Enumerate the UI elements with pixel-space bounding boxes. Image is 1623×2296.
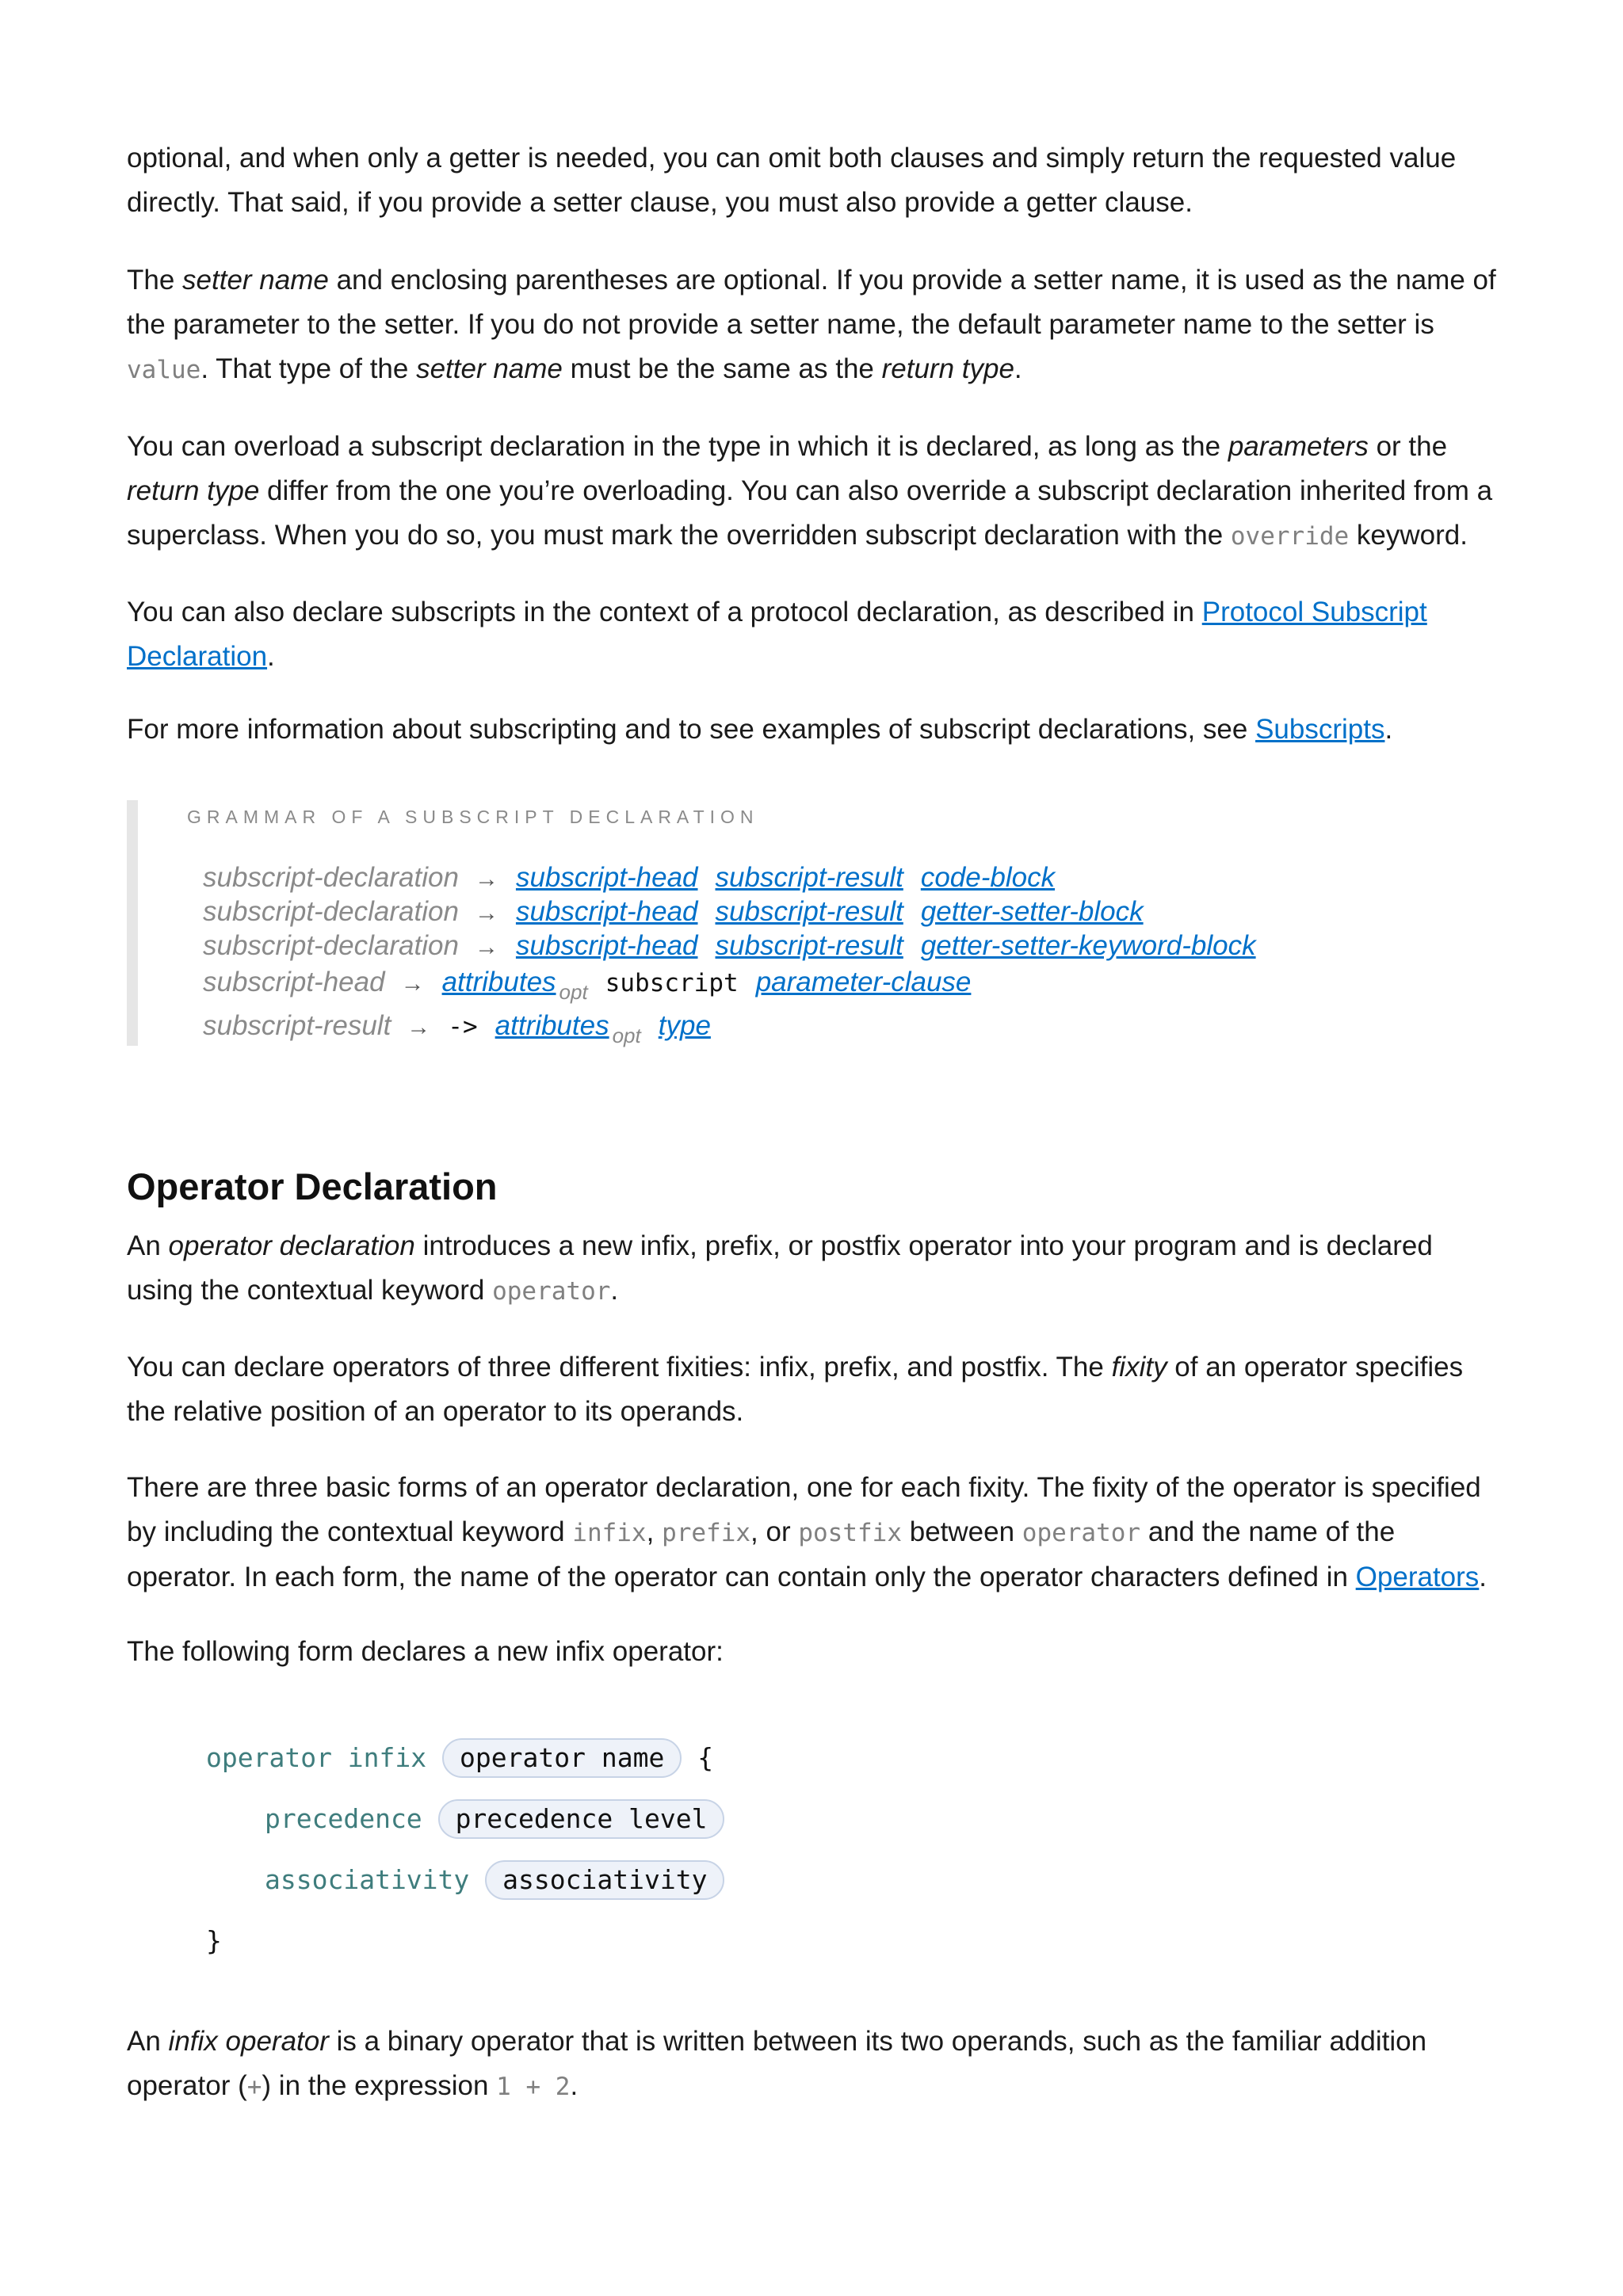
grammar-title: GRAMMAR OF A SUBSCRIPT DECLARATION [187,807,759,827]
arrow-icon: → [474,934,498,960]
syntax-line [206,1920,222,1962]
text: . That type of the [200,353,417,384]
grammar-link[interactable]: subscript-head [515,896,698,927]
text: . [610,1275,619,1306]
section-heading: Operator Declaration [127,1165,498,1207]
text: The [127,265,183,296]
inline-code: postfix [798,1519,902,1547]
text: You can declare operators of three different fixities: infix, prefix, and postfix. The [127,1352,1112,1383]
grammar-link[interactable]: parameter-clause [755,967,972,997]
grammar-block [127,800,1517,1046]
text: ) in the expression [262,2070,497,2101]
inline-code: prefix [662,1519,751,1547]
subscripts-link[interactable]: Subscripts [1255,714,1385,745]
arrow-icon: → [407,1014,431,1040]
grammar-nonterminal: subscript-result [203,1010,391,1041]
emphasis: return type [127,475,260,506]
grammar-row [203,929,1274,965]
syntax-line [206,1737,713,1779]
text: and enclosing parentheses are optional. If you provide a setter name, it is used as the name of the parameter to the setter. If you do not provide a setter name, the default parameter name to the setter is [127,265,1496,340]
grammar-link[interactable]: subscript-result [715,862,903,893]
text: An [127,1230,169,1261]
emphasis: operator declaration [168,1230,415,1261]
paragraph-setter-name [127,258,1506,392]
paragraph-fixities [127,1345,1506,1434]
arrow-icon: → [400,971,425,997]
grammar-link[interactable]: subscript-head [515,930,698,961]
text: For more information about subscripting and to see examples of subscript declarations, see [127,714,1256,745]
grammar-link[interactable]: type [658,1010,711,1041]
syntax-keyword: operator infix [206,1742,427,1773]
text: . [1014,353,1022,384]
emphasis: parameters [1228,431,1369,462]
grammar-row [203,965,988,1004]
text: and the name of the operator. In each form, the name of the operator can contain only the operator characters defined in [127,1516,1396,1592]
grammar-link[interactable]: subscript-result [715,896,903,927]
close-brace: } [206,1925,222,1956]
text: , or [750,1516,799,1547]
syntax-line [265,1798,724,1840]
optional-marker: opt [612,1024,641,1047]
emphasis: fixity [1111,1352,1167,1383]
grammar-link[interactable]: getter-setter-block [920,896,1144,927]
text: directly. That said, if you provide a setter clause, you must also provide a getter clause. [127,187,1193,218]
emphasis: return type [881,353,1014,384]
emphasis: infix operator [168,2026,329,2057]
paragraph-protocol [127,590,1506,679]
inline-code: infix [572,1519,647,1547]
grammar-keyword: -> [448,1013,478,1041]
grammar-row [203,860,1072,897]
emphasis: setter name [416,353,563,384]
inline-code: operator [492,1277,611,1306]
syntax-keyword: associativity [265,1864,470,1895]
paragraph-following-form [127,1630,1506,1674]
grammar-keyword: subscript [605,969,739,997]
inline-code: operator [1022,1519,1141,1547]
paragraph-more-info [127,707,1506,752]
text: There are three basic forms of an operator declaration, one for each fixity. The fixity of the operator is specified by including the contextual keyword [127,1472,1481,1547]
protocol-subscript-declaration-link[interactable]: Protocol Subscript Declaration [127,597,1427,672]
grammar-link[interactable]: code-block [920,862,1056,893]
paragraph-infix-operator [127,2019,1506,2109]
text: . [1479,1562,1487,1592]
grammar-nonterminal: subscript-declaration [203,862,459,893]
text: You can overload a subscript declaration in the type in which it is declared, as long as the [127,431,1228,462]
inline-code: value [127,356,201,384]
grammar-nonterminal: subscript-declaration [203,930,459,961]
grammar-row [203,894,1161,931]
text: between [902,1516,1022,1547]
text: introduces a new infix, prefix, or postfix operator into your program and is declared using the contextual keyword [127,1230,1433,1306]
text: . [267,641,275,672]
text: must be the same as the [562,353,882,384]
text: . [570,2070,579,2101]
inline-code: 1 + 2 [496,2073,571,2101]
text: . [1384,714,1393,745]
optional-marker: opt [559,980,588,1004]
grammar-link[interactable]: subscript-result [715,930,903,961]
syntax-keyword: precedence [265,1803,422,1834]
grammar-nonterminal: subscript-declaration [203,896,459,927]
syntax-placeholder: associativity [485,1860,724,1900]
grammar-nonterminal: subscript-head [203,967,385,997]
syntax-placeholder: operator name [442,1738,682,1778]
text: The following form declares a new infix operator: [127,1636,724,1667]
text: , [646,1516,663,1547]
text: optional, and when only a getter is needed, you can omit both clauses and simply return the requested value [127,143,1457,174]
text: of an operator specifies the relative position of an operator to its operands. [127,1352,1464,1427]
paragraph-getter-setter [127,136,1506,225]
paragraph-overload [127,425,1506,559]
text: keyword. [1349,520,1468,551]
open-brace: { [697,1742,714,1773]
inline-code: override [1230,522,1350,551]
paragraph-basic-forms [127,1466,1506,1600]
arrow-icon: → [474,900,498,926]
text: is a binary operator that is written between its two operands, such as the familiar addition operator ( [127,2026,1427,2101]
grammar-link[interactable]: getter-setter-keyword-block [920,930,1256,961]
arrow-icon: → [474,866,498,892]
syntax-placeholder: precedence level [438,1799,725,1839]
grammar-link[interactable]: subscript-head [515,862,698,893]
inline-code: + [246,2073,262,2101]
text: An [127,2026,169,2057]
text: You can also declare subscripts in the context of a protocol declaration, as described in [127,597,1202,627]
grammar-link[interactable]: attributes [495,1010,609,1041]
text: or the [1368,431,1448,462]
paragraph-operator-declaration [127,1224,1506,1314]
operators-link[interactable]: Operators [1355,1562,1480,1592]
emphasis: setter name [182,265,329,296]
syntax-line [265,1859,724,1901]
text: differ from the one you’re overloading. You can also override a subscript declaration inherited from a superclass. When you do so, you must mark the overridden subscript declaration with the [127,475,1493,551]
grammar-row [203,1009,728,1045]
grammar-link[interactable]: attributes [441,967,556,997]
